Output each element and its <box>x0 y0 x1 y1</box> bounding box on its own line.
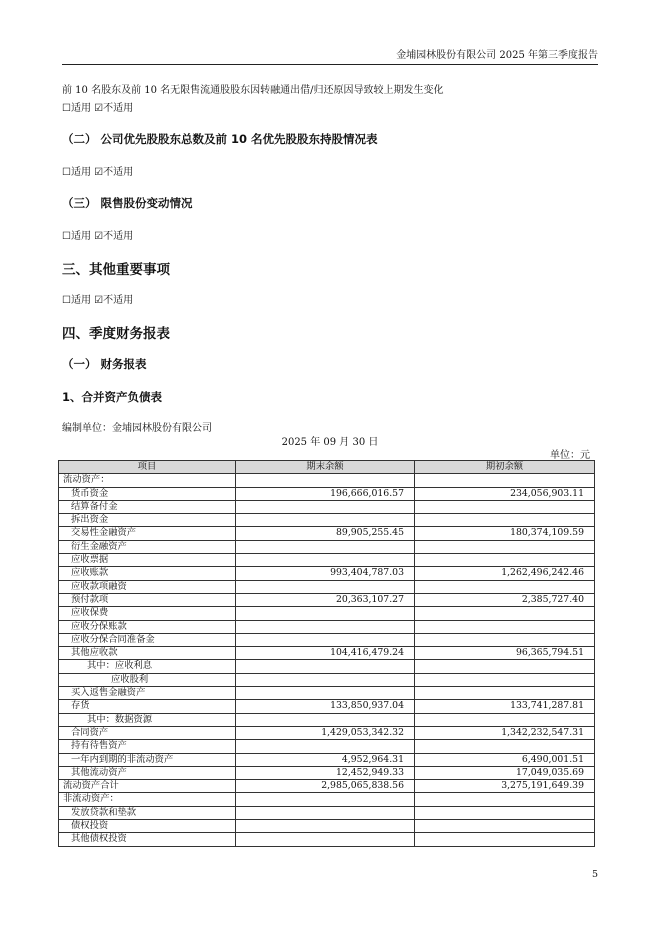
row-period-begin-value: 234,056,903.11 <box>415 487 595 500</box>
table-row <box>59 647 595 660</box>
row-period-end-value <box>236 580 415 593</box>
row-period-begin-value: 133,741,287.81 <box>415 700 595 713</box>
subheading-balance-sheet: 1、合并资产负债表 <box>62 390 163 404</box>
row-item-label: 流动资产合计 <box>59 780 236 793</box>
row-period-end-value: 2,985,065,838.56 <box>236 780 415 793</box>
column-header-period-begin: 期初余额 <box>415 461 595 474</box>
table-row <box>59 593 595 606</box>
row-period-begin-value <box>415 713 595 726</box>
row-item-label: 其中：数据资源 <box>59 713 236 726</box>
row-period-end-value <box>236 740 415 753</box>
row-item-label: 预付款项 <box>59 593 236 606</box>
section-restricted-shares: （三） 限售股份变动情况 <box>62 196 193 210</box>
row-item-label: 货币资金 <box>59 487 236 500</box>
row-period-end-value: 20,363,107.27 <box>236 593 415 606</box>
applicability-option-2: ☐适用 ☑不适用 <box>62 167 134 178</box>
row-period-begin-value: 1,342,232,547.31 <box>415 726 595 739</box>
row-period-begin-value: 96,365,794.51 <box>415 647 595 660</box>
row-period-begin-value <box>415 820 595 833</box>
currency-unit: 单位：元 <box>550 450 590 461</box>
transfer-change-note: 前 10 名股东及前 10 名无限售流通股股东因转融通出借/归还原因导致较上期发生变化 <box>62 85 444 96</box>
row-item-label: 应收分保账款 <box>59 620 236 633</box>
row-item-label: 合同资产 <box>59 726 236 739</box>
row-period-end-value: 1,429,053,342.32 <box>236 726 415 739</box>
preparing-entity: 编制单位：金埔园林股份有限公司 <box>62 423 212 434</box>
page-header: 金埔园林股份有限公司 2025 年第三季度报告 <box>62 46 598 65</box>
row-item-label: 应收保费 <box>59 607 236 620</box>
row-item-label: 应收款项融资 <box>59 580 236 593</box>
row-period-end-value: 12,452,949.33 <box>236 766 415 779</box>
row-period-begin-value <box>415 806 595 819</box>
table-row <box>59 567 595 580</box>
row-period-begin-value <box>415 793 595 806</box>
row-item-label: 其他应收款 <box>59 647 236 660</box>
report-date: 2025 年 09 月 30 日 <box>281 437 379 448</box>
row-period-end-value: 104,416,479.24 <box>236 647 415 660</box>
row-period-begin-value <box>415 673 595 686</box>
column-header-item: 项目 <box>59 461 236 474</box>
table-row <box>59 514 595 527</box>
row-period-end-value <box>236 500 415 513</box>
row-item-label: 其他流动资产 <box>59 766 236 779</box>
subheading-financial-statements: （一） 财务报表 <box>62 357 147 371</box>
section-preferred-shareholders: （二） 公司优先股股东总数及前 10 名优先股股东持股情况表 <box>62 132 378 146</box>
row-period-begin-value <box>415 687 595 700</box>
row-period-begin-value: 3,275,191,649.39 <box>415 780 595 793</box>
row-period-begin-value <box>415 514 595 527</box>
row-period-end-value: 4,952,964.31 <box>236 753 415 766</box>
row-period-begin-value: 180,374,109.59 <box>415 527 595 540</box>
row-item-label: 其中：应收利息 <box>59 660 236 673</box>
row-period-begin-value <box>415 620 595 633</box>
row-period-end-value <box>236 793 415 806</box>
row-period-end-value: 89,905,255.45 <box>236 527 415 540</box>
row-item-label: 买入返售金融资产 <box>59 687 236 700</box>
row-item-label: 存货 <box>59 700 236 713</box>
column-header-period-end: 期末余额 <box>236 461 415 474</box>
table-row <box>59 580 595 593</box>
applicability-option-1: ☐适用 ☑不适用 <box>62 103 134 114</box>
row-item-label: 持有待售资产 <box>59 740 236 753</box>
row-period-begin-value <box>415 607 595 620</box>
table-row <box>59 540 595 553</box>
row-item-label: 发放贷款和垫款 <box>59 806 236 819</box>
applicability-option-4: ☐适用 ☑不适用 <box>62 295 134 306</box>
table-row <box>59 527 595 540</box>
row-period-begin-value <box>415 633 595 646</box>
table-row <box>59 607 595 620</box>
row-period-end-value <box>236 514 415 527</box>
table-row <box>59 687 595 700</box>
row-period-begin-value <box>415 500 595 513</box>
table-row <box>59 793 595 806</box>
row-item-label: 应收票据 <box>59 554 236 567</box>
row-period-begin-value <box>415 474 595 487</box>
table-row <box>59 806 595 819</box>
table-row <box>59 633 595 646</box>
row-item-label: 应收股利 <box>59 673 236 686</box>
row-period-end-value <box>236 607 415 620</box>
row-period-end-value <box>236 660 415 673</box>
table-row <box>59 740 595 753</box>
page-number: 5 <box>592 869 599 880</box>
row-period-end-value: 993,404,787.03 <box>236 567 415 580</box>
row-period-end-value <box>236 633 415 646</box>
row-item-label: 衍生金融资产 <box>59 540 236 553</box>
row-period-begin-value <box>415 660 595 673</box>
table-row <box>59 700 595 713</box>
table-header-row <box>59 461 595 474</box>
row-item-label: 拆出资金 <box>59 514 236 527</box>
table-row <box>59 753 595 766</box>
balance-sheet-table <box>58 460 595 847</box>
row-period-begin-value: 6,490,001.51 <box>415 753 595 766</box>
row-item-label: 应收分保合同准备金 <box>59 633 236 646</box>
row-period-end-value <box>236 713 415 726</box>
row-period-begin-value: 2,385,727.40 <box>415 593 595 606</box>
row-item-label: 非流动资产： <box>59 793 236 806</box>
row-period-end-value <box>236 687 415 700</box>
row-item-label: 交易性金融资产 <box>59 527 236 540</box>
row-item-label: 一年内到期的非流动资产 <box>59 753 236 766</box>
table-row <box>59 833 595 846</box>
row-period-begin-value <box>415 740 595 753</box>
row-period-begin-value <box>415 554 595 567</box>
table-row <box>59 487 595 500</box>
heading-other-matters: 三、其他重要事项 <box>62 262 170 278</box>
table-row <box>59 660 595 673</box>
row-period-end-value: 196,666,016.57 <box>236 487 415 500</box>
table-row <box>59 766 595 779</box>
row-period-end-value <box>236 620 415 633</box>
row-period-end-value <box>236 554 415 567</box>
row-period-end-value <box>236 806 415 819</box>
row-period-end-value: 133,850,937.04 <box>236 700 415 713</box>
applicability-option-3: ☐适用 ☑不适用 <box>62 231 134 242</box>
row-period-begin-value: 17,049,035.69 <box>415 766 595 779</box>
table-row <box>59 820 595 833</box>
table-row <box>59 780 595 793</box>
table-row <box>59 713 595 726</box>
row-period-begin-value <box>415 540 595 553</box>
table-row <box>59 474 595 487</box>
table-row <box>59 726 595 739</box>
row-period-end-value <box>236 820 415 833</box>
row-period-end-value <box>236 673 415 686</box>
table-row <box>59 673 595 686</box>
row-item-label: 流动资产： <box>59 474 236 487</box>
table-row <box>59 554 595 567</box>
row-period-begin-value <box>415 580 595 593</box>
row-item-label: 结算备付金 <box>59 500 236 513</box>
row-period-begin-value: 1,262,496,242.46 <box>415 567 595 580</box>
row-item-label: 其他债权投资 <box>59 833 236 846</box>
heading-quarterly-financials: 四、季度财务报表 <box>62 326 170 342</box>
row-period-end-value <box>236 540 415 553</box>
row-period-begin-value <box>415 833 595 846</box>
table-row <box>59 500 595 513</box>
table-row <box>59 620 595 633</box>
row-period-end-value <box>236 833 415 846</box>
row-item-label: 债权投资 <box>59 820 236 833</box>
row-item-label: 应收账款 <box>59 567 236 580</box>
row-period-end-value <box>236 474 415 487</box>
